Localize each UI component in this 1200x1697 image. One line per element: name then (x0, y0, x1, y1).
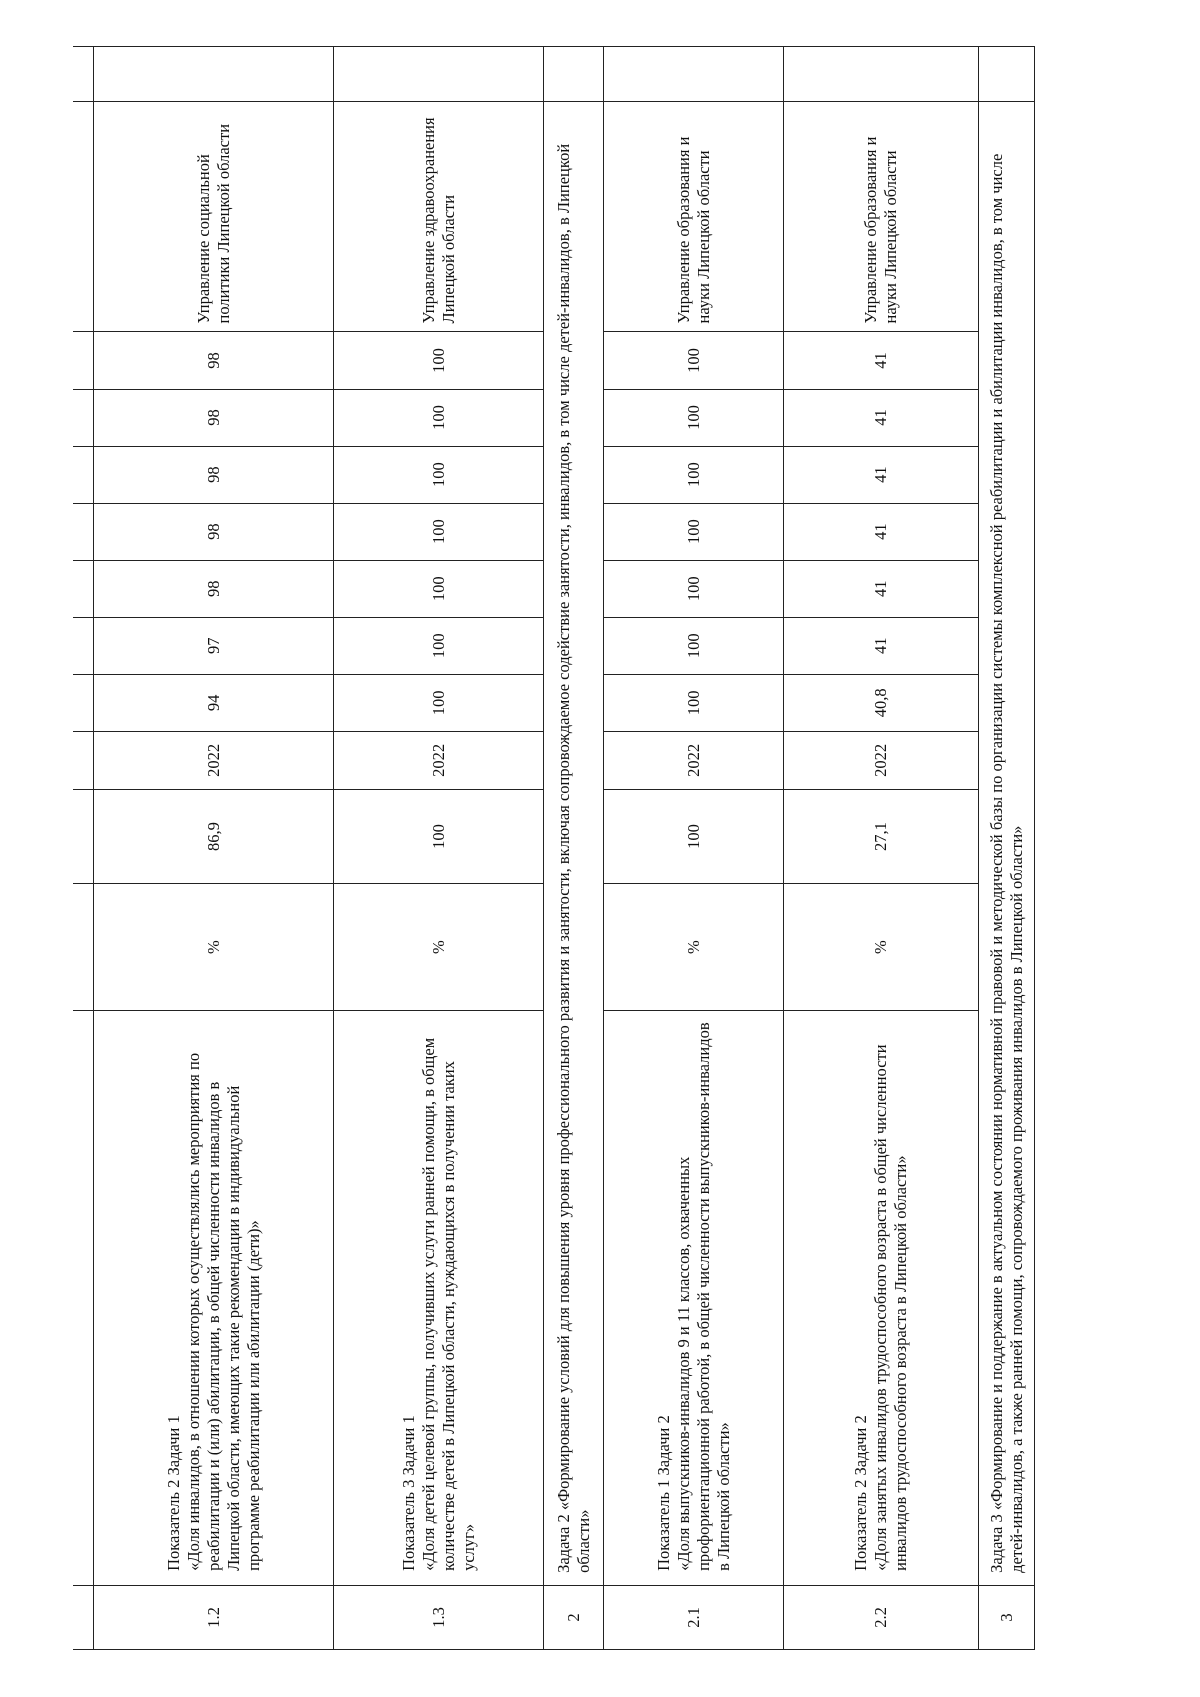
year-value-cell: 100 (604, 332, 784, 389)
value-cell (73, 332, 94, 389)
value-cell (73, 389, 94, 446)
num-cell (73, 1585, 94, 1649)
indicator-cell (94, 1011, 334, 1586)
year-value-cell: 100 (604, 617, 784, 674)
rotated-table-wrapper (73, 46, 1193, 1650)
unit-cell: % (604, 884, 784, 1011)
extra-cell (784, 47, 979, 102)
task-row (979, 47, 1035, 1650)
unit-cell: % (94, 884, 334, 1011)
year-value-cell: 100 (334, 503, 544, 560)
year-value-cell: 98 (94, 446, 334, 503)
indicator-cell (604, 1011, 784, 1586)
top-edge-row (73, 47, 94, 1650)
indicator-heading: Показатель 1 Задачи 2 (653, 1415, 673, 1571)
indicator-text: «Доля детей целевой группы, получивших услуги ранней помощи, в общем количестве детей в Липецкой области, нуждающихся в получении таких услуг» (418, 1037, 478, 1571)
task-text: Задача 3 «Формирование и поддержание в актуальном состоянии нормативной правовой и методической базы по организации системы комплексной реабилитации и абилитации инвалидов, в том числе детей-инвалидов, а также ранней помощи, сопровождаемого проживания инвалидов в Липецкой области» (979, 102, 1035, 1586)
value-cell (73, 674, 94, 731)
indicator-heading: Показатель 2 Задачи 2 (851, 1415, 870, 1571)
year-value-cell: 98 (94, 560, 334, 617)
table-row (94, 47, 334, 1650)
year-value-cell: 100 (334, 674, 544, 731)
row-number: 3 (979, 1585, 1035, 1649)
value-cell (73, 789, 94, 883)
indicator-text: «Доля выпускников-инвалидов 9 и 11 классов, охваченных профориентационной работой, в общей численности выпускников-инвалидов в Липецкой области» (673, 1022, 733, 1571)
extra-cell (544, 47, 604, 102)
year-value-cell: 40,8 (784, 674, 979, 731)
base-year-cell: 2022 (334, 731, 544, 789)
indicator-text: «Доля занятых инвалидов трудоспособного возраста в общей численности инвалидов трудоспособного возраста в Липецкой области» (871, 1044, 910, 1571)
indicator-text: «Доля инвалидов, в отношении которых осуществлялись мероприятия по реабилитации и (или) абилитации, в общей численности инвалидов в Липецкой области, имеющих такие рекомендации в индивидуальной программе реабилитации или абилитации (дети)» (183, 1052, 263, 1571)
year-value-cell: 41 (784, 617, 979, 674)
year-value-cell: 100 (604, 389, 784, 446)
value-cell (73, 560, 94, 617)
row-number: 1.2 (94, 1585, 334, 1649)
row-number: 2 (544, 1585, 604, 1649)
year-value-cell: 100 (334, 617, 544, 674)
responsible-cell: Управление социальной политики Липецкой области (94, 102, 334, 332)
indicators-table (73, 46, 1035, 1650)
year-value-cell: 100 (604, 446, 784, 503)
value-cell (73, 446, 94, 503)
year-value-cell: 100 (334, 560, 544, 617)
extra-cell (979, 47, 1035, 102)
indicator-heading: Показатель 3 Задачи 1 (398, 1415, 418, 1571)
task-text: Задача 2 «Формирование условий для повышения уровня профессионального развития и занятости, включая сопровождаемое содействие занятости, инвалидов, в том числе детей-инвалидов, в Липецкой области» (544, 102, 604, 1586)
indicator-heading: Показатель 2 Задачи 1 (163, 1415, 183, 1571)
year-value-cell: 100 (604, 560, 784, 617)
extra-cell (604, 47, 784, 102)
base-value-cell: 27,1 (784, 789, 979, 883)
year-value-cell: 41 (784, 503, 979, 560)
year-value-cell: 41 (784, 389, 979, 446)
year-value-cell: 98 (94, 503, 334, 560)
row-number: 2.2 (784, 1585, 979, 1649)
year-value-cell: 41 (784, 446, 979, 503)
year-value-cell: 98 (94, 389, 334, 446)
responsible-cell: Управление здравоохранения Липецкой области (334, 102, 544, 332)
task-row (544, 47, 604, 1650)
responsible-cell (73, 102, 94, 332)
year-value-cell: 97 (94, 617, 334, 674)
base-value-cell: 100 (334, 789, 544, 883)
indicator-cell (73, 1011, 94, 1586)
table-row (604, 47, 784, 1650)
row-number: 2.1 (604, 1585, 784, 1649)
year-value-cell: 100 (604, 674, 784, 731)
year-value-cell: 41 (784, 560, 979, 617)
responsible-cell: Управление образования и науки Липецкой области (784, 102, 979, 332)
value-cell (73, 731, 94, 789)
table-row (784, 47, 979, 1650)
year-value-cell: 94 (94, 674, 334, 731)
year-value-cell: 100 (604, 503, 784, 560)
unit-cell (73, 884, 94, 1011)
base-year-cell: 2022 (604, 731, 784, 789)
base-value-cell: 86,9 (94, 789, 334, 883)
year-value-cell: 98 (94, 332, 334, 389)
extra-cell (334, 47, 544, 102)
base-year-cell: 2022 (784, 731, 979, 789)
year-value-cell: 100 (334, 389, 544, 446)
responsible-cell: Управление образования и науки Липецкой области (604, 102, 784, 332)
extra-cell (73, 47, 94, 102)
unit-cell: % (784, 884, 979, 1011)
value-cell (73, 617, 94, 674)
year-value-cell: 100 (334, 446, 544, 503)
year-value-cell: 41 (784, 332, 979, 389)
extra-cell (94, 47, 334, 102)
value-cell (73, 503, 94, 560)
unit-cell: % (334, 884, 544, 1011)
base-value-cell: 100 (604, 789, 784, 883)
indicator-cell (334, 1011, 544, 1586)
table-row (334, 47, 544, 1650)
row-number: 1.3 (334, 1585, 544, 1649)
year-value-cell: 100 (334, 332, 544, 389)
base-year-cell: 2022 (94, 731, 334, 789)
indicator-cell (784, 1011, 979, 1586)
